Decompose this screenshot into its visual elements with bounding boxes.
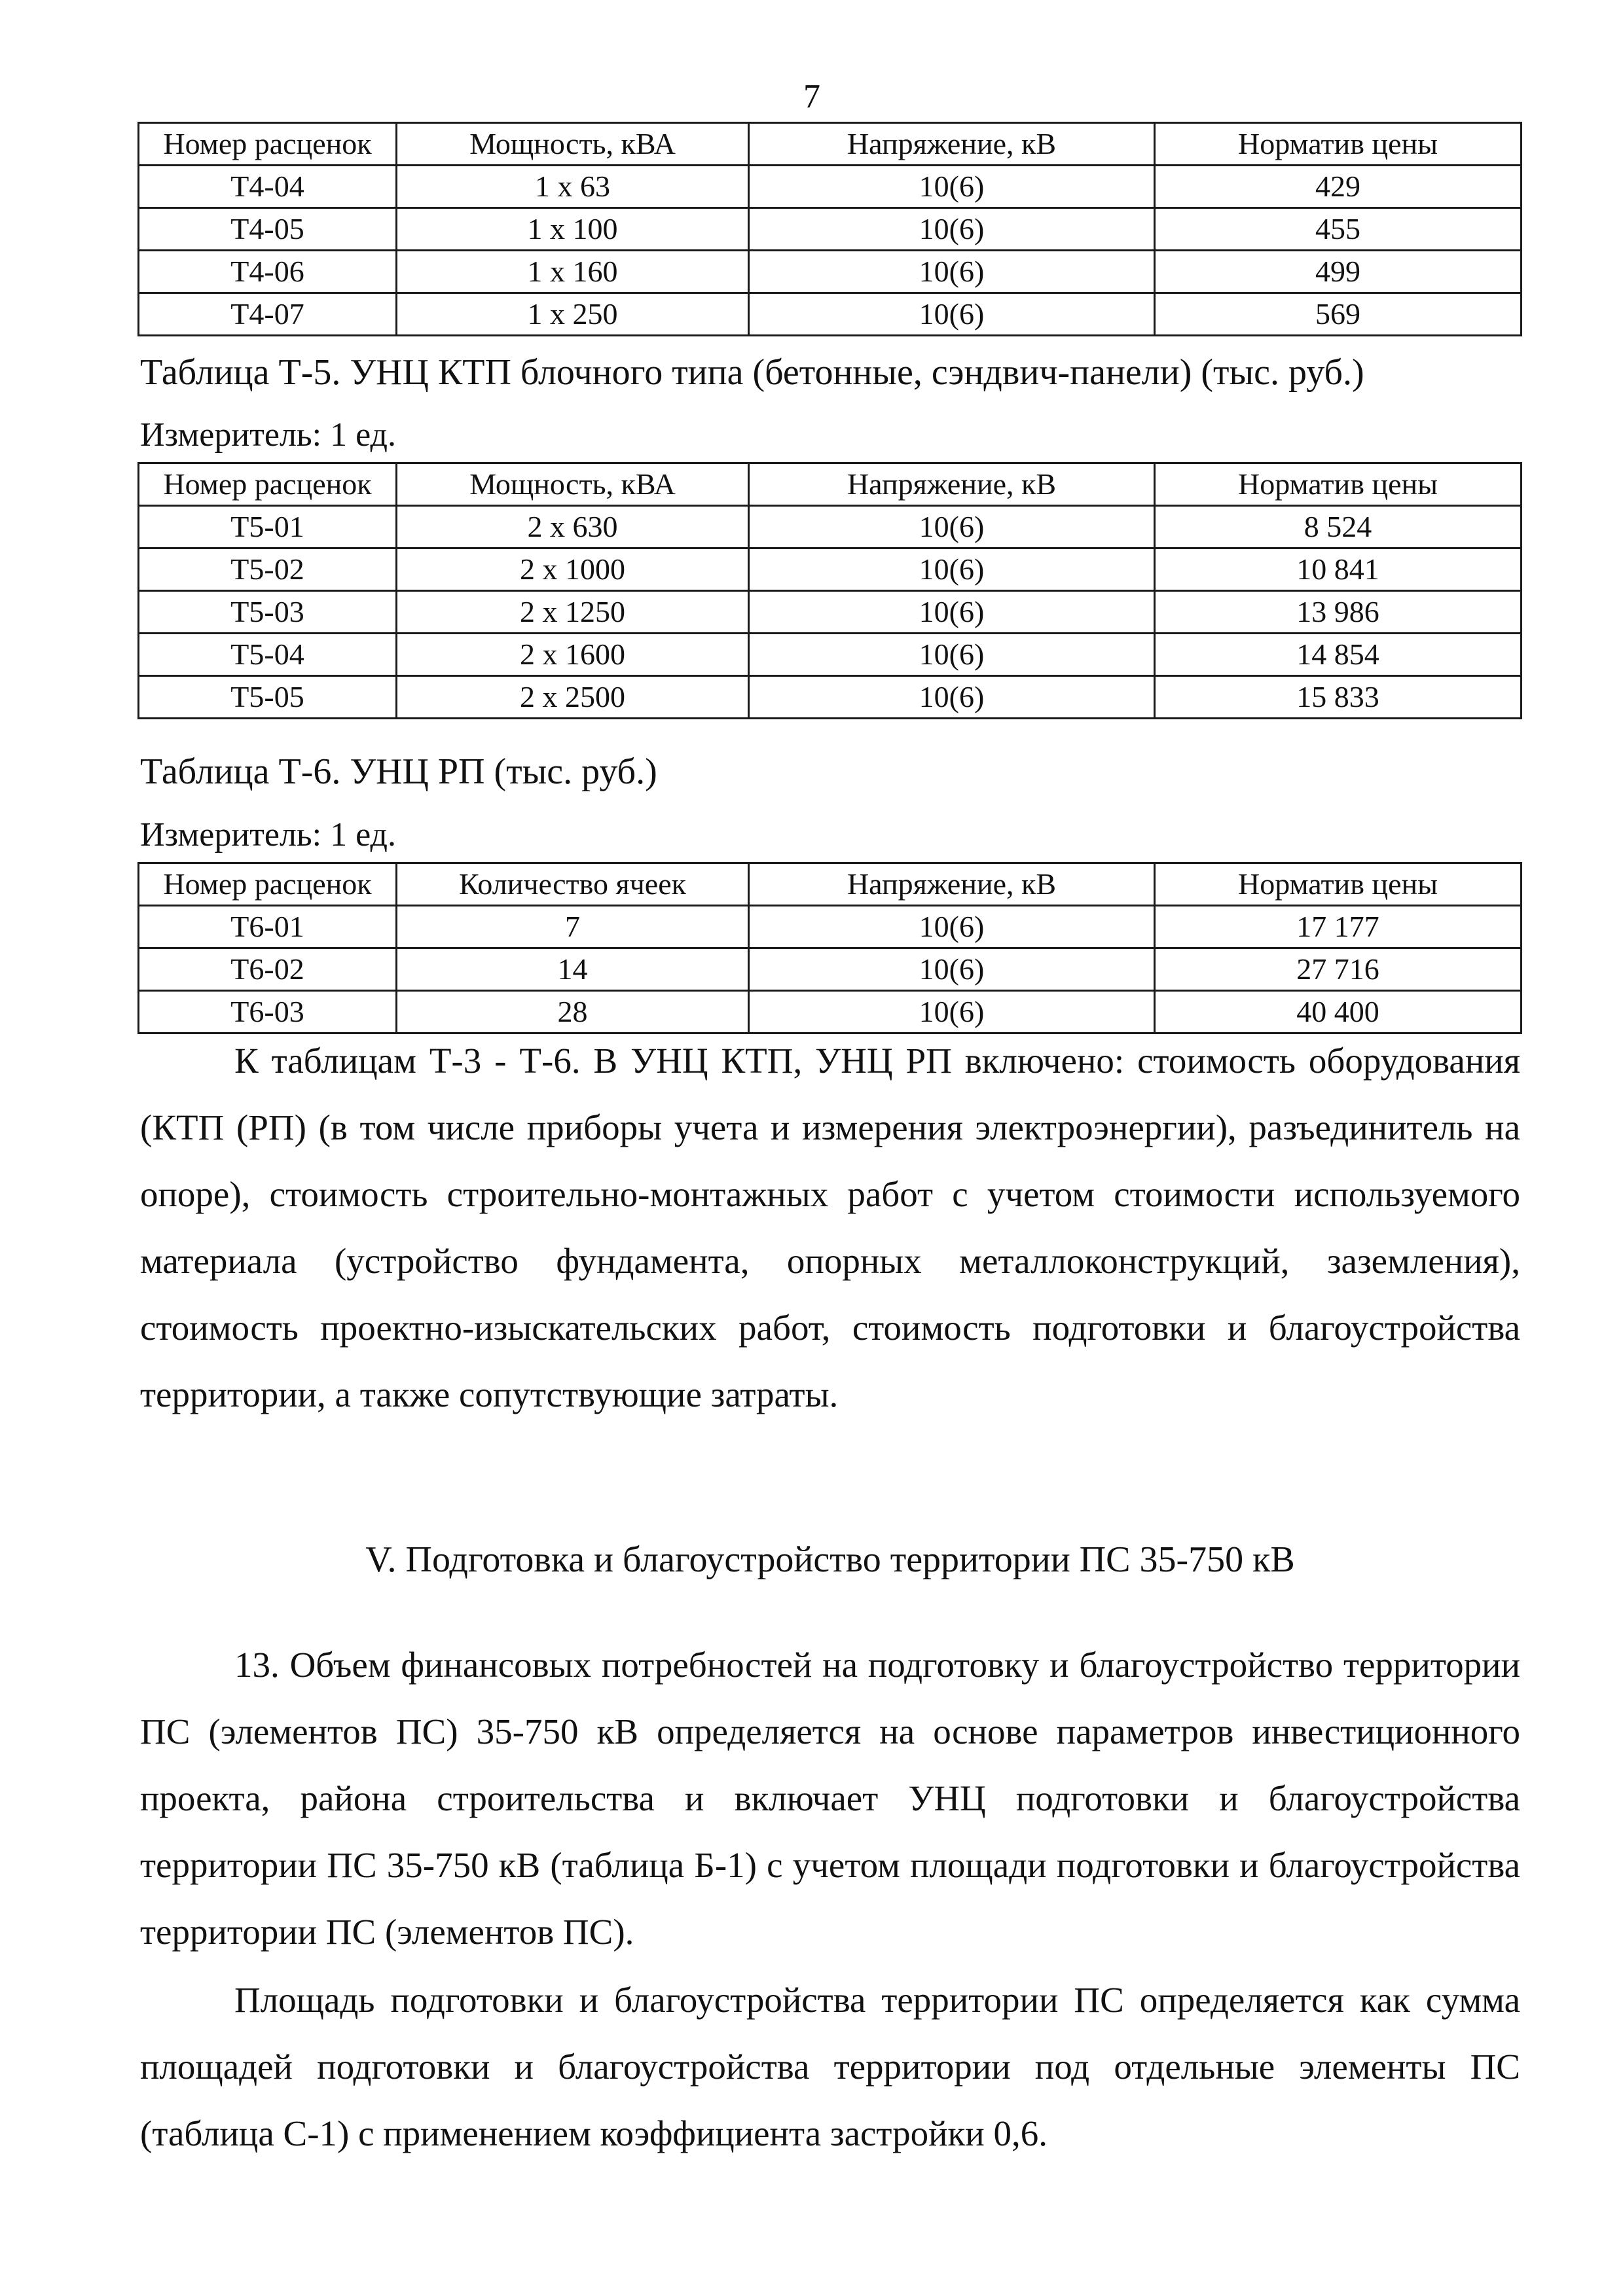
page-number: 7 — [803, 78, 820, 115]
table-header-row — [139, 123, 1522, 166]
column-header: Мощность, кВА — [397, 123, 749, 166]
column-header: Количество ячеек — [397, 863, 749, 906]
table-t5 — [137, 462, 1522, 719]
table-header-row — [139, 463, 1522, 506]
table-cell: 1 x 63 — [397, 166, 749, 208]
table-row — [139, 634, 1522, 676]
table-cell: 10(6) — [749, 293, 1155, 336]
section-heading: V. Подготовка и благоустройство территории ПС 35-750 кВ — [365, 1539, 1295, 1580]
table-cell: 1 x 100 — [397, 208, 749, 251]
table-t6-caption: Таблица Т-6. УНЦ РП (тыс. руб.) — [140, 751, 657, 792]
table-cell: 569 — [1155, 293, 1522, 336]
paragraph-13: 13. Объем финансовых потребностей на подготовку и благоустройство территории ПС (элементов ПС) 35-750 кВ определяется на основе параметров инвестиционного проекта, района строительства и включает УНЦ подготовки и благоустройства территории ПС 35-750 кВ (таблица Б-1) с учетом площади подготовки и благоустройства территории ПС (элементов ПС). — [140, 1645, 1520, 1952]
table-cell: 2 x 630 — [397, 506, 749, 548]
table-cell: Т6-03 — [139, 991, 397, 1033]
table-cell: 10(6) — [749, 506, 1155, 548]
table-cell: 15 833 — [1155, 676, 1522, 719]
table-cell: Т5-01 — [139, 506, 397, 548]
column-header: Норматив цены — [1155, 463, 1522, 506]
table-row — [139, 591, 1522, 634]
column-header: Напряжение, кВ — [749, 463, 1155, 506]
table-cell: 10(6) — [749, 991, 1155, 1033]
table-cell: Т4-06 — [139, 251, 397, 293]
table-cell: 8 524 — [1155, 506, 1522, 548]
table-cell: 1 x 250 — [397, 293, 749, 336]
table-cell: 10(6) — [749, 548, 1155, 591]
table-cell: 10(6) — [749, 948, 1155, 991]
table-header-row — [139, 863, 1522, 906]
table-t6 — [137, 862, 1522, 1034]
table-row — [139, 208, 1522, 251]
table-cell: Т4-04 — [139, 166, 397, 208]
table-t5-measure: Измеритель: 1 ед. — [140, 416, 396, 454]
table-cell: 2 x 1600 — [397, 634, 749, 676]
table-cell: Т5-02 — [139, 548, 397, 591]
table-cell: 10(6) — [749, 676, 1155, 719]
table-row — [139, 948, 1522, 991]
table-cell: 10(6) — [749, 208, 1155, 251]
table-cell: 10(6) — [749, 251, 1155, 293]
table-cell: Т5-05 — [139, 676, 397, 719]
table-cell: Т5-04 — [139, 634, 397, 676]
table-cell: 28 — [397, 991, 749, 1033]
table-row — [139, 991, 1522, 1033]
table-cell: 2 x 2500 — [397, 676, 749, 719]
column-header: Номер расценок — [139, 123, 397, 166]
table-cell: 27 716 — [1155, 948, 1522, 991]
table-row — [139, 293, 1522, 336]
note-paragraph: К таблицам Т-3 - Т-6. В УНЦ КТП, УНЦ РП включено: стоимость оборудования (КТП (РП) (в том числе приборы учета и измерения электроэнергии), разъединитель на опоре), стоимость строительно-монтажных работ с учетом стоимости используемого материала (устройство фундамента, опорных металлоконструкций, заземления), стоимость проектно-изыскательских работ, стоимость подготовки и благоустройства территории, а также сопутствующие затраты. — [140, 1041, 1520, 1414]
paragraph-area: Площадь подготовки и благоустройства территории ПС определяется как сумма площадей подготовки и благоустройства территории под отдельные элементы ПС (таблица С-1) с применением коэффициента застройки 0,6. — [140, 1980, 1520, 2153]
table-cell: Т6-01 — [139, 906, 397, 948]
table-row — [139, 548, 1522, 591]
table-cell: 429 — [1155, 166, 1522, 208]
table-cell: 455 — [1155, 208, 1522, 251]
table-cell: 499 — [1155, 251, 1522, 293]
table-row — [139, 506, 1522, 548]
table-cell: Т4-07 — [139, 293, 397, 336]
table-row — [139, 676, 1522, 719]
column-header: Напряжение, кВ — [749, 863, 1155, 906]
table-cell: 40 400 — [1155, 991, 1522, 1033]
table-cell: 2 x 1000 — [397, 548, 749, 591]
table-cell: Т5-03 — [139, 591, 397, 634]
column-header: Норматив цены — [1155, 863, 1522, 906]
table-cell: Т4-05 — [139, 208, 397, 251]
table-cell: 10(6) — [749, 634, 1155, 676]
table-cell: 7 — [397, 906, 749, 948]
table-cell: 2 x 1250 — [397, 591, 749, 634]
table-cell: 17 177 — [1155, 906, 1522, 948]
table-cell: 10(6) — [749, 906, 1155, 948]
table-cell: 14 854 — [1155, 634, 1522, 676]
table-t6-measure: Измеритель: 1 ед. — [140, 816, 396, 853]
table-cell: 13 986 — [1155, 591, 1522, 634]
column-header: Норматив цены — [1155, 123, 1522, 166]
table-t4 — [137, 122, 1522, 336]
table-row — [139, 906, 1522, 948]
table-cell: 1 x 160 — [397, 251, 749, 293]
table-t5-caption: Таблица Т-5. УНЦ КТП блочного типа (бетонные, сэндвич-панели) (тыс. руб.) — [140, 352, 1364, 393]
table-cell: Т6-02 — [139, 948, 397, 991]
column-header: Напряжение, кВ — [749, 123, 1155, 166]
table-cell: 10 841 — [1155, 548, 1522, 591]
table-cell: 14 — [397, 948, 749, 991]
table-row — [139, 251, 1522, 293]
column-header: Номер расценок — [139, 863, 397, 906]
table-row — [139, 166, 1522, 208]
table-cell: 10(6) — [749, 166, 1155, 208]
column-header: Номер расценок — [139, 463, 397, 506]
table-cell: 10(6) — [749, 591, 1155, 634]
column-header: Мощность, кВА — [397, 463, 749, 506]
